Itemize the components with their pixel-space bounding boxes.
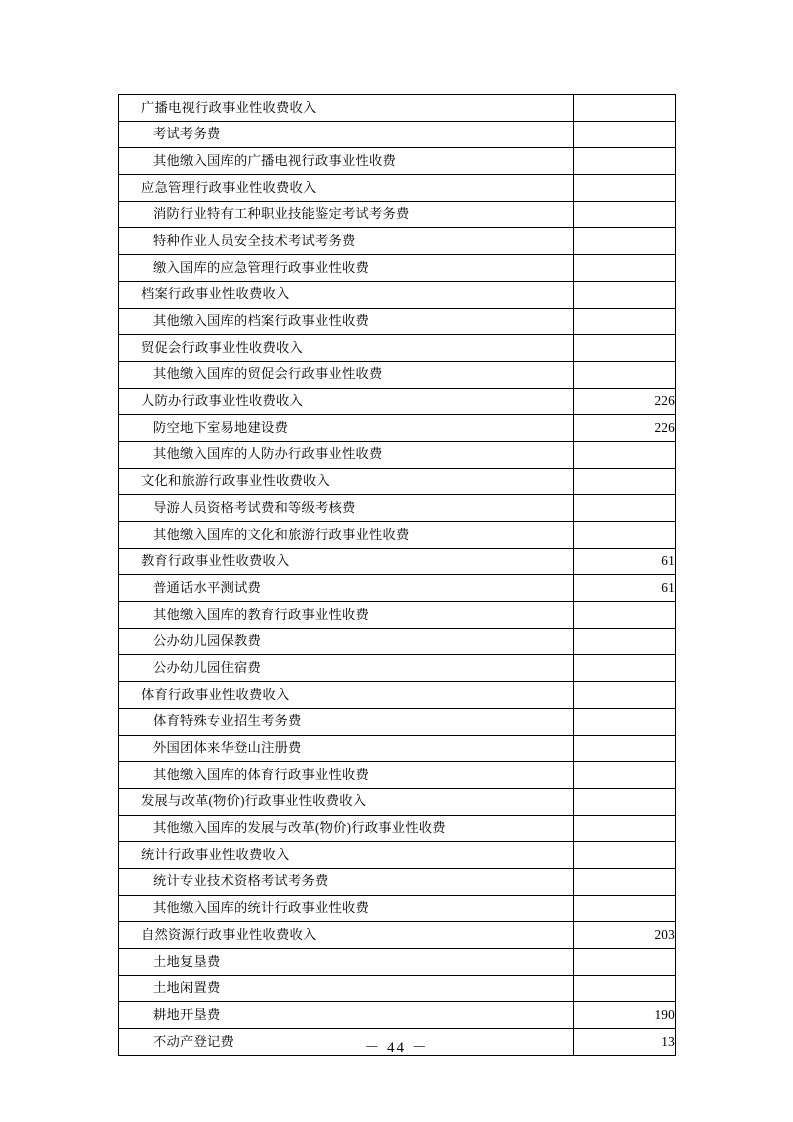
item-value-cell: [574, 628, 676, 655]
table-row: [119, 121, 676, 148]
table-row: [119, 415, 676, 442]
item-value-cell: 61: [574, 548, 676, 575]
item-value-cell: [574, 815, 676, 842]
table-row: [119, 975, 676, 1002]
item-name-cell: 体育特殊专业招生考务费: [119, 708, 574, 735]
item-value-cell: 226: [574, 388, 676, 415]
item-name-cell: 土地复垦费: [119, 949, 574, 976]
item-value-cell: [574, 655, 676, 682]
item-name-cell: 消防行业特有工种职业技能鉴定考试考务费: [119, 201, 574, 228]
item-value-cell: [574, 201, 676, 228]
item-name-cell: 普通话水平测试费: [119, 575, 574, 602]
item-name-cell: 公办幼儿园住宿费: [119, 655, 574, 682]
table-row: [119, 548, 676, 575]
item-name-cell: 防空地下室易地建设费: [119, 415, 574, 442]
table-row: [119, 95, 676, 122]
item-value-cell: [574, 602, 676, 629]
table-row: [119, 201, 676, 228]
item-value-cell: [574, 95, 676, 122]
table-row: [119, 522, 676, 549]
table-row: [119, 148, 676, 175]
table-row: [119, 281, 676, 308]
table-row: [119, 602, 676, 629]
item-name-cell: 其他缴入国库的文化和旅游行政事业性收费: [119, 522, 574, 549]
table-row: [119, 308, 676, 335]
budget-table: [118, 94, 676, 1056]
table-row: [119, 1002, 676, 1029]
page-number: － 44 －: [364, 1040, 429, 1056]
item-name-cell: 人防办行政事业性收费收入: [119, 388, 574, 415]
item-name-cell: 缴入国库的应急管理行政事业性收费: [119, 255, 574, 282]
item-value-cell: 203: [574, 922, 676, 949]
table-row: [119, 895, 676, 922]
item-name-cell: 其他缴入国库的发展与改革(物价)行政事业性收费: [119, 815, 574, 842]
item-name-cell: 自然资源行政事业性收费收入: [119, 922, 574, 949]
item-name-cell: 应急管理行政事业性收费收入: [119, 175, 574, 202]
table-row: [119, 335, 676, 362]
table-row: [119, 388, 676, 415]
table-row: [119, 868, 676, 895]
table-row: [119, 175, 676, 202]
table-row: [119, 788, 676, 815]
item-name-cell: 其他缴入国库的统计行政事业性收费: [119, 895, 574, 922]
item-value-cell: [574, 762, 676, 789]
item-name-cell: 其他缴入国库的教育行政事业性收费: [119, 602, 574, 629]
table-row: [119, 441, 676, 468]
item-name-cell: 教育行政事业性收费收入: [119, 548, 574, 575]
item-name-cell: 公办幼儿园保教费: [119, 628, 574, 655]
table-row: [119, 762, 676, 789]
item-value-cell: [574, 949, 676, 976]
item-value-cell: [574, 682, 676, 709]
item-value-cell: [574, 228, 676, 255]
item-name-cell: 其他缴入国库的档案行政事业性收费: [119, 308, 574, 335]
item-value-cell: [574, 148, 676, 175]
item-name-cell: 其他缴入国库的人防办行政事业性收费: [119, 441, 574, 468]
item-value-cell: [574, 788, 676, 815]
table-row: [119, 735, 676, 762]
item-name-cell: 发展与改革(物价)行政事业性收费收入: [119, 788, 574, 815]
item-value-cell: [574, 895, 676, 922]
item-name-cell: 档案行政事业性收费收入: [119, 281, 574, 308]
table-row: [119, 468, 676, 495]
item-name-cell: 贸促会行政事业性收费收入: [119, 335, 574, 362]
item-value-cell: [574, 522, 676, 549]
item-name-cell: 统计行政事业性收费收入: [119, 842, 574, 869]
budget-table-container: [118, 94, 675, 1056]
item-name-cell: 统计专业技术资格考试考务费: [119, 868, 574, 895]
item-name-cell: 土地闲置费: [119, 975, 574, 1002]
item-value-cell: [574, 361, 676, 388]
item-name-cell: 外国团体来华登山注册费: [119, 735, 574, 762]
item-value-cell: [574, 735, 676, 762]
item-name-cell: 其他缴入国库的贸促会行政事业性收费: [119, 361, 574, 388]
item-value-cell: [574, 121, 676, 148]
table-row: [119, 628, 676, 655]
table-row: [119, 495, 676, 522]
table-row: [119, 228, 676, 255]
item-name-cell: 特种作业人员安全技术考试考务费: [119, 228, 574, 255]
item-value-cell: 61: [574, 575, 676, 602]
item-value-cell: 226: [574, 415, 676, 442]
item-name-cell: 导游人员资格考试费和等级考核费: [119, 495, 574, 522]
item-value-cell: [574, 175, 676, 202]
item-name-cell: 体育行政事业性收费收入: [119, 682, 574, 709]
item-value-cell: [574, 281, 676, 308]
item-value-cell: [574, 975, 676, 1002]
table-row: [119, 655, 676, 682]
table-row: [119, 682, 676, 709]
item-name-cell: 文化和旅游行政事业性收费收入: [119, 468, 574, 495]
budget-table-body: [119, 95, 676, 1056]
table-row: [119, 255, 676, 282]
item-name-cell: 广播电视行政事业性收费收入: [119, 95, 574, 122]
item-value-cell: [574, 255, 676, 282]
item-value-cell: [574, 308, 676, 335]
item-value-cell: 190: [574, 1002, 676, 1029]
table-row: [119, 949, 676, 976]
item-value-cell: [574, 495, 676, 522]
item-value-cell: [574, 708, 676, 735]
item-name-cell: 其他缴入国库的广播电视行政事业性收费: [119, 148, 574, 175]
item-name-cell: 考试考务费: [119, 121, 574, 148]
item-value-cell: [574, 441, 676, 468]
table-row: [119, 361, 676, 388]
item-name-cell: 其他缴入国库的体育行政事业性收费: [119, 762, 574, 789]
item-name-cell: 不动产登记费: [119, 1029, 574, 1056]
table-row: [119, 575, 676, 602]
table-row: [119, 842, 676, 869]
item-name-cell: 耕地开垦费: [119, 1002, 574, 1029]
item-value-cell: [574, 468, 676, 495]
table-row: [119, 708, 676, 735]
table-row: [119, 815, 676, 842]
item-value-cell: [574, 868, 676, 895]
table-row: [119, 922, 676, 949]
item-value-cell: 13: [574, 1029, 676, 1056]
item-value-cell: [574, 335, 676, 362]
item-value-cell: [574, 842, 676, 869]
